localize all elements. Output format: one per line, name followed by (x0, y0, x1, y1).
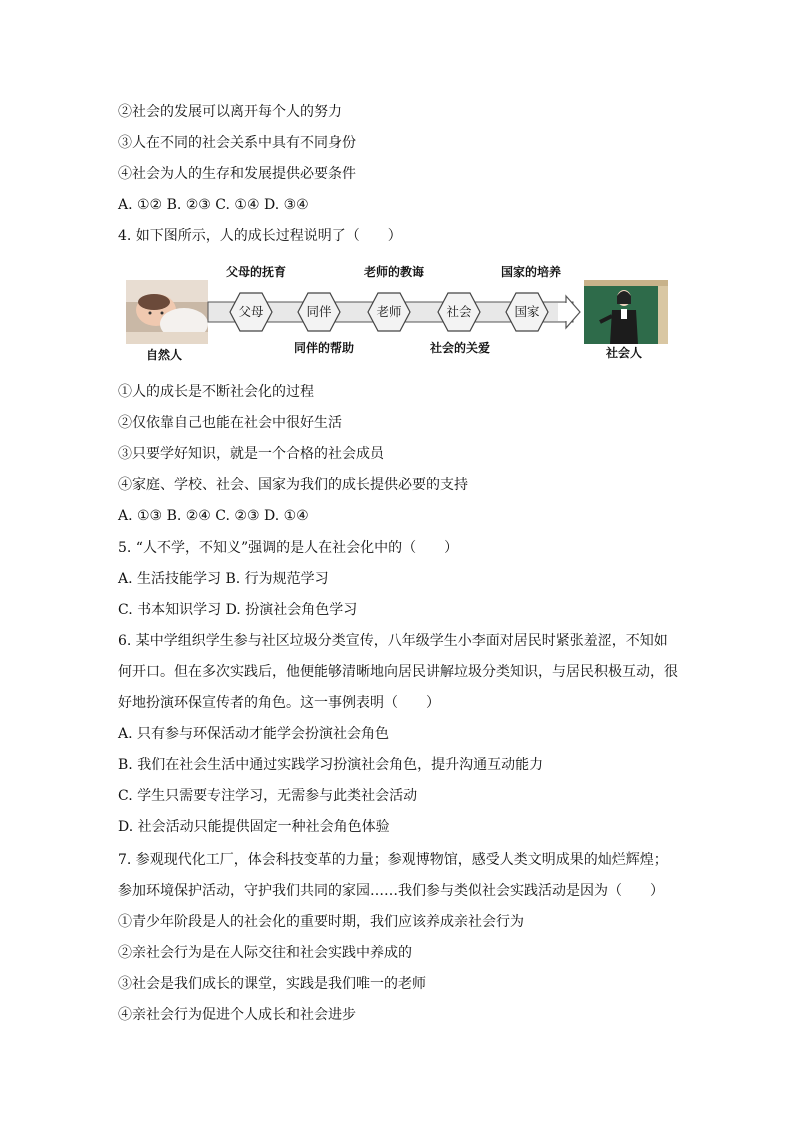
q6-option-c: C. 学生只需要专注学习，无需参与此类社会活动 (118, 788, 418, 804)
teacher-photo (584, 280, 668, 344)
svg-text:老师: 老师 (376, 304, 402, 319)
label-nation-cultivation: 国家的培养 (500, 265, 562, 279)
q7-option-2: ②亲社会行为是在人际交往和社会实践中养成的 (118, 945, 412, 961)
q7-stem-line-1: 7. 参观现代化工厂，体会科技变革的力量；参观博物馆，感受人类文明成果的灿烂辉煌； (118, 852, 668, 868)
svg-text:社会: 社会 (446, 304, 472, 319)
q6-option-b: B. 我们在社会生活中通过实践学习扮演社会角色，提升沟通互动能力 (118, 757, 544, 773)
q4-option-3: ③只要学好知识，就是一个合格的社会成员 (118, 446, 384, 462)
q6-stem-line-2: 何开口。但在多次实践后，他便能够清晰地向居民讲解垃圾分类知识，与居民积极互动，很 (118, 664, 678, 680)
label-teacher-guidance: 老师的教诲 (363, 265, 425, 279)
hexagon-parents (230, 293, 272, 331)
q4-choices: A. ①③ B. ②④ C. ②③ D. ①④ (118, 508, 309, 524)
q3-option-3: ③人在不同的社会关系中具有不同身份 (118, 135, 356, 151)
baby-photo (126, 280, 208, 344)
svg-text:同伴: 同伴 (306, 304, 332, 319)
svg-text:父母: 父母 (238, 304, 264, 319)
q5-stem: 5. “人不学，不知义”强调的是人在社会化中的（ ） (118, 540, 459, 556)
natural-person-label: 自然人 (146, 348, 183, 362)
hexagon-peers (298, 293, 340, 331)
q6-option-d: D. 社会活动只能提供固定一种社会角色体验 (118, 819, 390, 835)
q6-stem-line-3: 好地扮演环保宣传者的角色。这一事例表明（ ） (118, 695, 440, 711)
q7-stem-line-2: 参加环境保护活动，守护我们共同的家园……我们参与类似社会实践活动是因为（ ） (118, 883, 664, 899)
social-person-label: 社会人 (606, 346, 643, 360)
q7-option-1: ①青少年阶段是人的社会化的重要时期，我们应该养成亲社会行为 (118, 914, 524, 930)
hexagon-nation (506, 293, 548, 331)
q5-choices-ab: A. 生活技能学习 B. 行为规范学习 (118, 571, 329, 587)
q4-stem: 4. 如下图所示，人的成长过程说明了（ ） (118, 228, 402, 244)
hexagon-teacher (368, 293, 410, 331)
label-peer-help: 同伴的帮助 (293, 341, 355, 355)
svg-text:国家: 国家 (514, 304, 540, 319)
hexagon-society (438, 293, 480, 331)
q4-option-1: ①人的成长是不断社会化的过程 (118, 384, 314, 400)
q4-option-2: ②仅依靠自己也能在社会中很好生活 (118, 415, 342, 431)
q3-option-2: ②社会的发展可以离开每个人的努力 (118, 104, 342, 120)
q3-choices: A. ①② B. ②③ C. ①④ D. ③④ (118, 197, 309, 213)
growth-process-figure (118, 258, 678, 368)
q7-option-3: ③社会是我们成长的课堂，实践是我们唯一的老师 (118, 976, 426, 992)
q5-choices-cd: C. 书本知识学习 D. 扮演社会角色学习 (118, 602, 358, 618)
q6-stem-line-1: 6. 某中学组织学生参与社区垃圾分类宣传，八年级学生小李面对居民时紧张羞涩，不知如 (118, 633, 668, 649)
label-society-care: 社会的关爱 (429, 341, 491, 355)
q7-option-4: ④亲社会行为促进个人成长和社会进步 (118, 1007, 356, 1023)
q4-option-4: ④家庭、学校、社会、国家为我们的成长提供必要的支持 (118, 477, 468, 493)
q3-option-4: ④社会为人的生存和发展提供必要条件 (118, 166, 356, 182)
label-parents-care: 父母的抚育 (225, 265, 287, 279)
q6-option-a: A. 只有参与环保活动才能学会扮演社会角色 (118, 726, 390, 742)
